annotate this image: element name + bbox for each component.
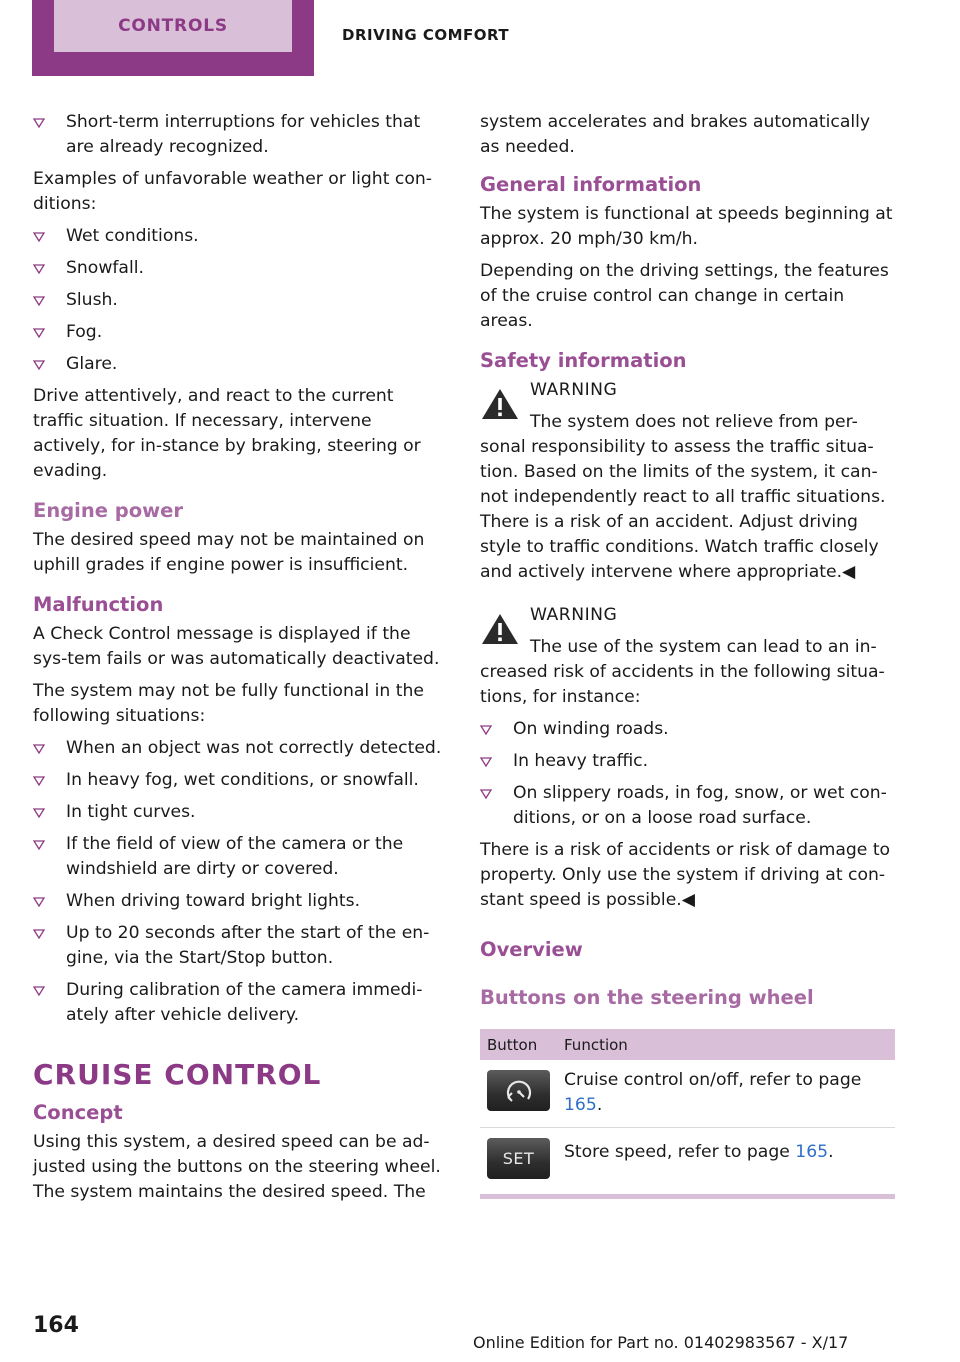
bullet-triangle-icon (480, 789, 492, 799)
set-button-icon: SET (487, 1138, 550, 1179)
section-tab (32, 0, 314, 76)
bullet-triangle-icon (33, 328, 45, 338)
malfunction-list (33, 736, 447, 1028)
general-text-2: Depending on the driving settings, the features of the cruise control can change in certain areas. (480, 261, 889, 331)
bullet-triangle-icon (33, 776, 45, 786)
bullet-triangle-icon (33, 840, 45, 850)
bullet-triangle-icon (33, 232, 45, 242)
bullet-list-top (33, 110, 447, 160)
warning-triangle-icon (480, 386, 520, 422)
table-row (480, 1128, 895, 1189)
malfunction-heading: Malfunction (33, 593, 164, 616)
page-number: 164 (33, 1313, 79, 1338)
right-column (480, 110, 895, 1199)
list-item: In tight curves. (33, 800, 447, 825)
table-row (480, 1060, 895, 1128)
bullet-triangle-icon (33, 360, 45, 370)
list-item: Wet conditions. (33, 224, 447, 249)
continuation-text: system accelerates and brakes automatically as needed. (480, 112, 871, 157)
malfunction-text: A Check Control message is displayed if the sys-tem fails or was automatically deactivated. (33, 624, 440, 669)
bullet-triangle-icon (33, 929, 45, 939)
bullet-triangle-icon (33, 808, 45, 818)
list-item: Fog. (33, 320, 447, 345)
bullet-triangle-icon (33, 744, 45, 754)
concept-text: Using this system, a desired speed can be ad-justed using the buttons on the steering wheel. The system maintains the desired speed. The (33, 1132, 441, 1202)
general-text-1: The system is functional at speeds beginning at approx. 20 mph/30 km/h. (480, 204, 893, 249)
warning-triangle-icon (480, 611, 520, 647)
weather-list (33, 224, 447, 377)
list-item: On slippery roads, in fog, snow, or wet con-ditions, or on a loose road surface. (480, 781, 895, 831)
cruise-control-icon (487, 1070, 550, 1111)
list-item: In heavy traffic. (480, 749, 895, 774)
bullet-triangle-icon (480, 757, 492, 767)
bullet-triangle-icon (480, 725, 492, 735)
list-item: On winding roads. (480, 717, 895, 742)
buttons-table (480, 1029, 895, 1188)
warning-text: The use of the system can lead to an in-creased risk of accidents in the following situa-tions, for instance: (480, 637, 885, 707)
bullet-triangle-icon (33, 118, 45, 128)
left-column (33, 110, 447, 1212)
bullet-triangle-icon (33, 264, 45, 274)
warning-block-2 (480, 603, 895, 710)
safety-information-heading: Safety information (480, 349, 687, 372)
cruise-control-heading: CRUISE CONTROL (33, 1058, 322, 1091)
list-item: Glare. (33, 352, 447, 377)
malfunction-text-2: The system may not be fully functional in the following situations: (33, 681, 424, 726)
warning-title: WARNING (530, 380, 618, 400)
function-cell: Cruise control on/off, refer to page 165. (564, 1060, 895, 1128)
chapter-title: DRIVING COMFORT (342, 26, 510, 44)
drive-attentively-text: Drive attentively, and react to the current traffic situation. If necessary, intervene actively, for in-stance by braking, steering or evading. (33, 386, 421, 481)
warning-after-text: There is a risk of accidents or risk of damage to property. Only use the system if driving at con-stant speed is possible.◀ (480, 840, 891, 910)
warning-text: The system does not relieve from per-sonal responsibility to assess the traffic situa-tion. Based on the limits of the system, it can-not independently react to all traffic situations. There is a risk of an accident. Adjust driving style to traffic conditions. Watch traffic closely and actively intervene where appropriate.◀ (480, 412, 886, 582)
footer-edition: Online Edition for Part no. 01402983567 - X/17 (473, 1333, 849, 1352)
bullet-triangle-icon (33, 986, 45, 996)
overview-heading: Overview (480, 938, 583, 961)
list-item: In heavy fog, wet conditions, or snowfall. (33, 768, 447, 793)
column-header-function: Function (564, 1029, 895, 1060)
general-information-heading: General information (480, 173, 702, 196)
list-item: Snowfall. (33, 256, 447, 281)
concept-heading: Concept (33, 1101, 123, 1124)
list-item: Short-term interruptions for vehicles that are already recognized. (33, 110, 447, 160)
column-header-button: Button (480, 1029, 564, 1060)
buttons-heading: Buttons on the steering wheel (480, 986, 814, 1009)
function-cell: Store speed, refer to page 165. (564, 1142, 834, 1162)
weather-intro: Examples of unfavorable weather or light con-ditions: (33, 169, 432, 214)
bullet-triangle-icon (33, 296, 45, 306)
speedometer-icon (501, 1077, 537, 1105)
warning-list (480, 717, 895, 831)
engine-power-heading: Engine power (33, 499, 183, 522)
page-link[interactable]: 165 (795, 1142, 829, 1162)
table-header-row (480, 1029, 895, 1060)
bullet-triangle-icon (33, 897, 45, 907)
list-item: When an object was not correctly detected. (33, 736, 447, 761)
list-item: Slush. (33, 288, 447, 313)
list-item: When driving toward bright lights. (33, 889, 447, 914)
engine-power-text: The desired speed may not be maintained on uphill grades if engine power is insufficient. (33, 530, 425, 575)
section-tab-label: CONTROLS (54, 0, 292, 52)
list-item: During calibration of the camera immedi-ately after vehicle delivery. (33, 978, 447, 1028)
table-bottom-rule (480, 1194, 895, 1199)
warning-block-1 (480, 378, 895, 585)
list-item: If the field of view of the camera or the windshield are dirty or covered. (33, 832, 447, 882)
page-link[interactable]: 165 (564, 1095, 597, 1115)
list-item: Up to 20 seconds after the start of the en-gine, via the Start/Stop button. (33, 921, 447, 971)
warning-title: WARNING (530, 605, 618, 625)
